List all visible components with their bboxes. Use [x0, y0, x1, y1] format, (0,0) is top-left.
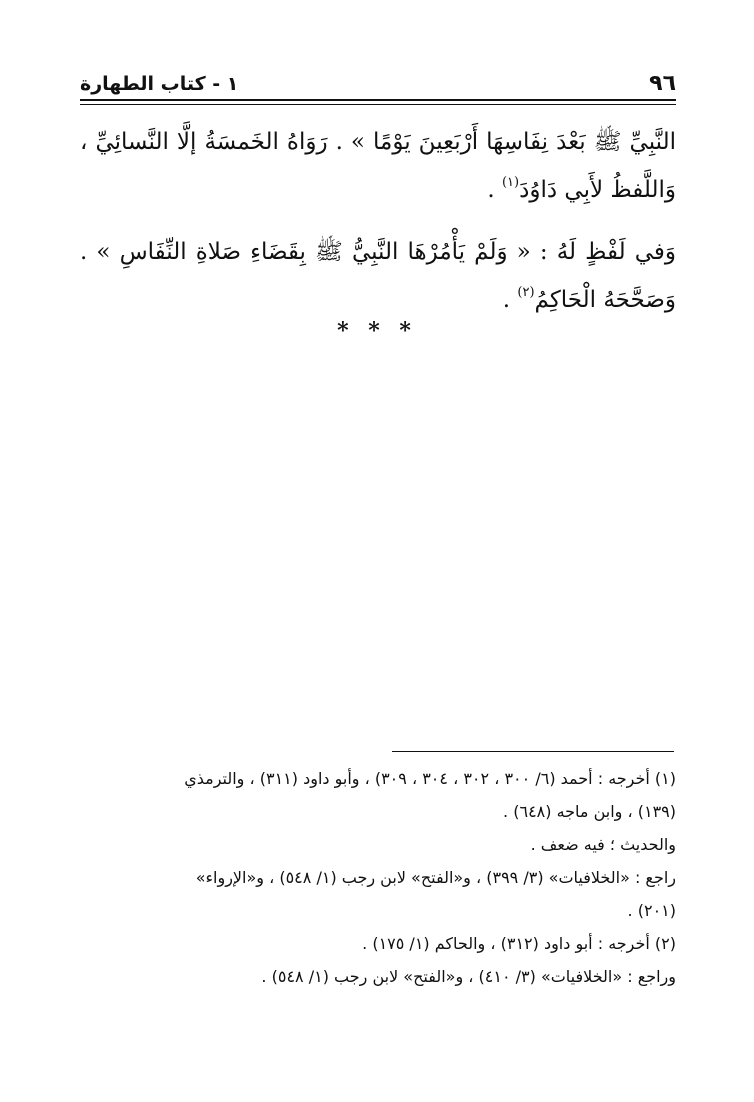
- footnote-1-line-2: (١٣٩) ، وابن ماجه (٦٤٨) .: [503, 802, 676, 821]
- paragraph-1-text: النَّبِيِّ ﷺ بَعْدَ نِفَاسِهَا أَرْبَعِينَ يَوْمًا » . رَوَاهُ الخَمسَةُ إلَّا النَّسائِيِّ ، وَاللَّفظُ لأَبِي دَاوُدَ: [80, 129, 676, 203]
- page-number: ٩٦: [649, 71, 676, 96]
- footnote-1-line-5: (٢٠١) .: [627, 901, 676, 920]
- header-rule-thick: [80, 99, 676, 101]
- running-header: [80, 62, 676, 98]
- chapter-title: ١ - كتاب الطهارة: [80, 73, 239, 95]
- footnote-ref-1[interactable]: (١): [501, 175, 520, 190]
- footnote-1-line-4: راجع : «الخلافيات» (٣/ ٣٩٩) ، و«الفتح» لابن رجب (١/ ٥٤٨) ، و«الإرواء»: [195, 868, 676, 887]
- footnote-1-line-1: (١) أخرجه : أحمد (٦/ ٣٠٠ ، ٣٠٢ ، ٣٠٤ ، ٣٠٩) ، وأبو داود (٣١١) ، والترمذي: [184, 769, 676, 788]
- section-separator: * * *: [337, 318, 417, 344]
- header-rule-thin: [80, 104, 676, 105]
- paragraph-1: [80, 118, 676, 214]
- footnote-ref-2[interactable]: (٢): [517, 285, 535, 300]
- footnote-2-line-1: (٢) أخرجه : أبو داود (٣١٢) ، والحاكم (١/ ١٧٥) .: [362, 934, 676, 953]
- footnote-2-line-2: وراجع : «الخلافيات» (٣/ ٤١٠) ، و«الفتح» لابن رجب (١/ ٥٤٨) .: [261, 967, 676, 986]
- footnote-divider: [392, 751, 674, 752]
- main-text: [80, 118, 676, 338]
- footnote-1-line-3: والحديث ؛ فيه ضعف .: [530, 835, 676, 854]
- paragraph-2-end: .: [502, 287, 518, 313]
- paragraph-2: [80, 228, 676, 324]
- footnotes: [80, 762, 676, 993]
- paragraph-1-end: .: [487, 177, 502, 203]
- paragraph-2-text: وَفي لَفْظٍ لَهُ : « وَلَمْ يَأْمُرْهَا النَّبِيُّ ﷺ بِقَضَاءِ صَلاةِ النِّفَاسِ » . وَصَحَّحَهُ الْحَاكِمُ: [80, 239, 676, 313]
